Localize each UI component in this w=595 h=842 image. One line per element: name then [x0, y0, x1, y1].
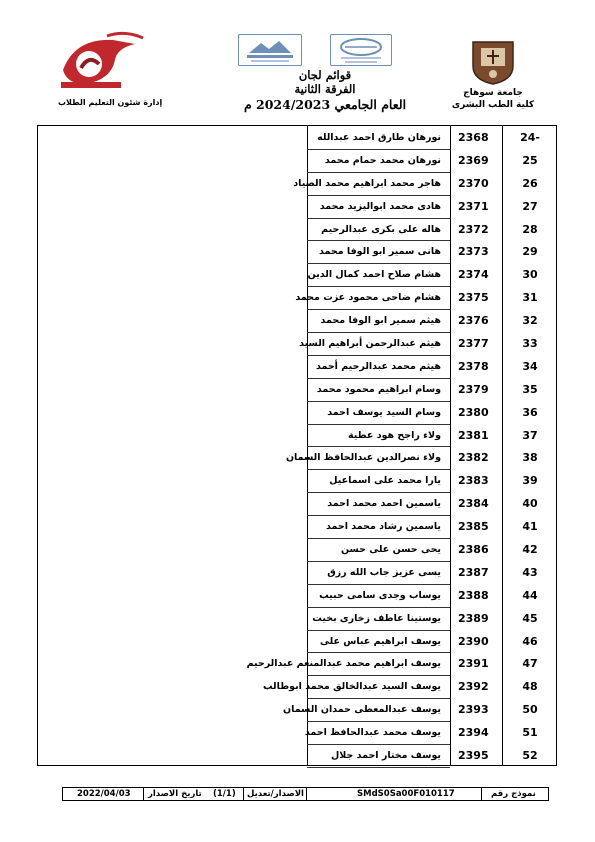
- footer-divider: [306, 788, 307, 800]
- university-name: [445, 87, 541, 111]
- student-name: هيثم عبدالرحمن أبراهيم السيد: [299, 338, 441, 350]
- student-name: يوسف ابراهيم عباس على: [319, 635, 441, 647]
- serial-number: 37: [522, 428, 538, 442]
- seat-number: 2394: [458, 726, 489, 740]
- serial-number: 28: [522, 222, 538, 236]
- faculty-label: كلية الطب البشرى: [451, 100, 535, 110]
- form-number-value: SMdS0Sa00F010117: [357, 789, 455, 799]
- student-name: ياسمين رشاد محمد احمد: [326, 521, 441, 533]
- serial-number: 26: [522, 176, 538, 190]
- student-name: يحى حسن على حسن: [340, 544, 441, 556]
- seat-number: 2391: [458, 657, 489, 671]
- student-name: هشام ضاحى محمود عزت محمد: [295, 292, 441, 304]
- table-row: [38, 540, 556, 563]
- serial-number: 47: [522, 657, 538, 671]
- seat-number: 2375: [458, 291, 489, 305]
- serial-number: 45: [522, 611, 538, 625]
- form-number-label: نموذج رقم: [491, 789, 536, 799]
- student-name: يوسف محمد عبدالحافظ احمد: [304, 727, 441, 739]
- serial-number: 43: [522, 565, 538, 579]
- table-row: [38, 311, 556, 334]
- table-row: [38, 380, 556, 403]
- row-underline: [307, 675, 450, 676]
- table-row: [38, 220, 556, 243]
- student-name: وسام ابراهيم محمود محمد: [316, 383, 441, 395]
- seat-number: 2382: [458, 451, 489, 465]
- serial-number: 42: [522, 543, 538, 557]
- page-title: [215, 68, 435, 113]
- table-row: [38, 471, 556, 494]
- seat-number: 2395: [458, 749, 489, 763]
- serial-number: 29: [522, 245, 538, 259]
- serial-number: 52: [522, 749, 538, 763]
- serial-number: 24-: [520, 131, 540, 144]
- seat-number: 2383: [458, 474, 489, 488]
- row-underline: [307, 218, 450, 219]
- seat-number: 2385: [458, 520, 489, 534]
- row-underline: [307, 767, 450, 768]
- seat-number: 2370: [458, 176, 489, 190]
- table-body: [38, 128, 556, 769]
- issue-revision-label: الاصدار/تعديل: [247, 789, 304, 799]
- seat-number: 2393: [458, 703, 489, 717]
- row-underline: [307, 538, 450, 539]
- row-underline: [307, 401, 450, 402]
- university-emblem-left-logo: [55, 30, 150, 92]
- seat-number: 2376: [458, 314, 489, 328]
- table-row: [38, 563, 556, 586]
- row-underline: [307, 424, 450, 425]
- table-row: [38, 242, 556, 265]
- row-underline: [307, 309, 450, 310]
- student-name: هيثم محمد عبدالرحيم أحمد: [315, 360, 441, 372]
- row-underline: [307, 240, 450, 241]
- serial-number: 41: [522, 520, 538, 534]
- seat-number: 2384: [458, 497, 489, 511]
- table-row: [38, 517, 556, 540]
- student-name: يسى عزيز جاب الله رزق: [327, 566, 441, 578]
- table-row: [38, 746, 556, 769]
- student-name: هيثم سمير ابو الوفا محمد: [320, 315, 441, 327]
- footer-divider: [143, 788, 144, 800]
- row-underline: [307, 630, 450, 631]
- row-underline: [307, 446, 450, 447]
- serial-number: 51: [522, 726, 538, 740]
- table-row: [38, 448, 556, 471]
- table-row: [38, 677, 556, 700]
- student-name: يارا محمد على اسماعيل: [329, 475, 441, 487]
- table-row: [38, 265, 556, 288]
- student-name: نورهان طارق احمد عبدالله: [317, 132, 441, 143]
- iso-certification-logo: [330, 34, 392, 66]
- issue-revision-value: (1/1): [213, 789, 236, 799]
- student-list-table: [37, 125, 557, 766]
- serial-number: 25: [522, 153, 538, 167]
- issue-date-value: 2022/04/03: [77, 789, 131, 799]
- student-name: يوسف عبدالمعطى حمدان السمان: [283, 704, 441, 716]
- row-underline: [307, 332, 450, 333]
- student-name: ولاء نصرالدين عبدالحافظ السمان: [285, 452, 441, 464]
- student-name: نورهان محمد حمام محمد: [324, 154, 441, 166]
- student-name: يوستينا عاطف زخارى بخيت: [312, 612, 441, 624]
- title-line-2: الفرقة الثانية: [294, 82, 356, 96]
- table-row: [38, 632, 556, 655]
- table-row: [38, 494, 556, 517]
- row-underline: [307, 721, 450, 722]
- seat-number: 2372: [458, 222, 489, 236]
- row-underline: [307, 492, 450, 493]
- serial-number: 33: [522, 337, 538, 351]
- seat-number: 2368: [458, 131, 489, 144]
- student-name: يوساب وجدى سامى حبيب: [319, 589, 441, 601]
- accreditation-logo: [238, 34, 302, 66]
- seat-number: 2369: [458, 153, 489, 167]
- student-name: هاجر محمد ابراهيم محمد الصياد: [293, 177, 441, 189]
- table-row: [38, 700, 556, 723]
- student-name: هشام صلاح احمد كمال الدين: [307, 269, 441, 281]
- row-underline: [307, 744, 450, 745]
- seat-number: 2381: [458, 428, 489, 442]
- row-underline: [307, 172, 450, 173]
- table-row: [38, 334, 556, 357]
- student-name: ياسمين احمد محمد احمد: [327, 498, 441, 510]
- serial-number: 48: [522, 680, 538, 694]
- row-underline: [307, 561, 450, 562]
- seat-number: 2392: [458, 680, 489, 694]
- row-underline: [307, 469, 450, 470]
- serial-number: 50: [522, 703, 538, 717]
- student-name: هادى محمد ابواليزيد محمد: [319, 200, 441, 212]
- row-underline: [307, 149, 450, 150]
- seat-number: 2377: [458, 337, 489, 351]
- table-row: [38, 426, 556, 449]
- seat-number: 2388: [458, 588, 489, 602]
- student-name: هاله على بكرى عبدالرحيم: [321, 223, 441, 235]
- student-name: يوسف مختار احمد جلال: [330, 750, 441, 762]
- table-row: [38, 128, 556, 151]
- student-name: يوسف ابراهيم محمد عبدالمنعم عبدالرحيم: [246, 658, 441, 670]
- seat-number: 2374: [458, 268, 489, 282]
- student-name: يوسف السيد عبدالخالق محمد ابوطالب: [263, 681, 441, 693]
- serial-number: 40: [522, 497, 538, 511]
- serial-number: 39: [522, 474, 538, 488]
- department-label: إدارة شئون التعليم الطلاب: [58, 98, 163, 107]
- serial-number: 27: [522, 199, 538, 213]
- serial-number: 36: [522, 405, 538, 419]
- seat-number: 2371: [458, 199, 489, 213]
- seat-number: 2390: [458, 634, 489, 648]
- table-row: [38, 723, 556, 746]
- row-underline: [307, 195, 450, 196]
- seat-number: 2386: [458, 543, 489, 557]
- student-name: ولاء راجح هود عطية: [348, 429, 441, 441]
- table-row: [38, 357, 556, 380]
- table-row: [38, 197, 556, 220]
- serial-number: 44: [522, 588, 538, 602]
- row-underline: [307, 263, 450, 264]
- row-underline: [307, 515, 450, 516]
- serial-number: 34: [522, 359, 538, 373]
- footer-divider: [243, 788, 244, 800]
- row-underline: [307, 355, 450, 356]
- row-underline: [307, 698, 450, 699]
- row-underline: [307, 652, 450, 653]
- title-line-3: العام الجامعي 2024/2023 م: [243, 97, 407, 112]
- issue-date-label: تاريخ الاصدار: [148, 789, 202, 799]
- serial-number: 32: [522, 314, 538, 328]
- seat-number: 2373: [458, 245, 489, 259]
- faculty-emblem-right-logo: [467, 36, 519, 86]
- seat-number: 2387: [458, 565, 489, 579]
- page-header: [0, 0, 595, 125]
- seat-number: 2379: [458, 382, 489, 396]
- document-footer: [62, 787, 549, 801]
- row-underline: [307, 607, 450, 608]
- serial-number: 31: [522, 291, 538, 305]
- row-underline: [307, 584, 450, 585]
- student-name: وسام السيد يوسف احمد: [327, 406, 441, 418]
- seat-number: 2389: [458, 611, 489, 625]
- table-row: [38, 654, 556, 677]
- table-row: [38, 151, 556, 174]
- serial-number: 38: [522, 451, 538, 465]
- row-underline: [307, 378, 450, 379]
- university-label: جامعة سوهاج: [463, 88, 523, 98]
- table-row: [38, 174, 556, 197]
- seat-number: 2378: [458, 359, 489, 373]
- table-row: [38, 288, 556, 311]
- seat-number: 2380: [458, 405, 489, 419]
- table-row: [38, 403, 556, 426]
- serial-number: 46: [522, 634, 538, 648]
- footer-divider: [481, 788, 482, 800]
- serial-number: 35: [522, 382, 538, 396]
- row-underline: [307, 286, 450, 287]
- table-row: [38, 586, 556, 609]
- student-name: هانى سمير ابو الوفا محمد: [319, 246, 441, 258]
- serial-number: 30: [522, 268, 538, 282]
- title-line-1: قوائم لجان: [298, 68, 352, 82]
- table-row: [38, 609, 556, 632]
